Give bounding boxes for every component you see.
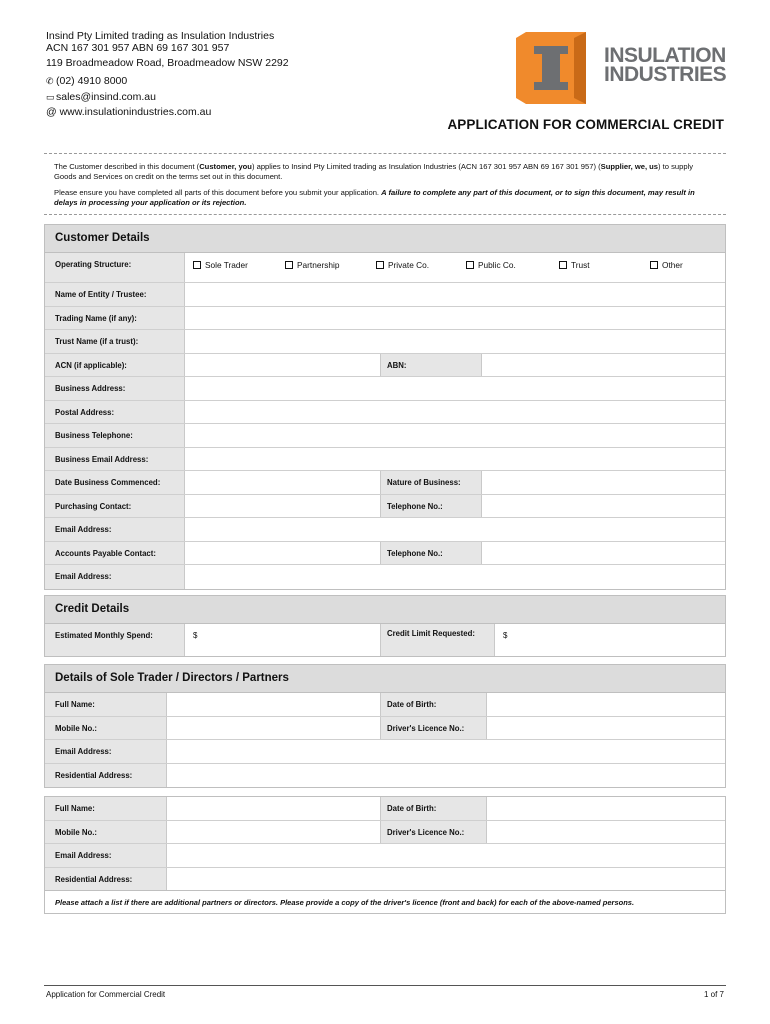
credit-details-section [44,595,726,657]
date-commenced-field[interactable] [185,471,380,494]
page-number: 1 of 7 [703,990,724,999]
checkbox-sole-trader[interactable]: Sole Trader [193,260,248,270]
field-label: Residential Address: [45,868,167,892]
person2-email-row [45,844,725,868]
entity-field[interactable] [185,283,725,306]
footer-divider [44,985,726,986]
field-label: Residential Address: [45,764,167,788]
person1-dob-field[interactable] [487,693,725,716]
section-heading: Customer Details [45,225,725,253]
business-email-field[interactable] [185,448,725,471]
acn-abn-row [45,354,725,378]
checkbox-trust[interactable]: Trust [559,260,590,270]
accounts-payable-row [45,542,725,566]
footer-title: Application for Commercial Credit [46,990,166,999]
person1-mobile-row [45,717,725,741]
person1-full-name-field[interactable] [167,693,380,716]
accounts-payable-email-row [45,565,725,589]
field-label: Accounts Payable Contact: [45,542,185,565]
operating-structure-row [45,253,725,283]
acn-field[interactable] [185,354,380,377]
person2-full-name-field[interactable] [167,797,380,820]
field-label: Email Address: [45,844,167,867]
monthly-spend-field[interactable] [185,624,380,656]
field-label: ABN: [380,354,482,377]
page-title: APPLICATION FOR COMMERCIAL CREDIT [447,117,724,132]
credit-limit-field[interactable] [495,624,725,656]
field-label: Date of Birth: [380,797,487,820]
logo-text-insulation: INSULATION [604,44,726,67]
field-label: Trust Name (if a trust): [45,330,185,353]
section-heading: Credit Details [45,596,725,624]
entity-row [45,283,725,307]
person1-address-row [45,764,725,788]
field-label: Credit Limit Requested: [380,624,495,656]
logo-text-industries: INDUSTRIES [604,63,727,86]
business-email-row [45,448,725,472]
business-telephone-row [45,424,725,448]
field-label: Mobile No.: [45,717,167,740]
person1-licence-field[interactable] [487,717,725,740]
person1-email-row [45,740,725,764]
field-label: Estimated Monthly Spend: [45,624,185,656]
intro-text [44,153,726,215]
field-label: Email Address: [45,518,185,541]
trust-name-field[interactable] [185,330,725,353]
currency-symbol: $ [503,631,508,640]
person2-dob-field[interactable] [487,797,725,820]
company-email: sales@insind.com.au [56,91,156,103]
person1-residential-field[interactable] [167,764,725,788]
field-label: Driver's Licence No.: [380,821,487,844]
trading-name-row [45,307,725,331]
postal-address-field[interactable] [185,401,725,424]
field-label: ACN (if applicable): [45,354,185,377]
commenced-nature-row [45,471,725,495]
field-label: Full Name: [45,797,167,820]
directors-section [44,664,726,788]
business-telephone-field[interactable] [185,424,725,447]
field-label: Telephone No.: [380,495,482,518]
field-label: Email Address: [45,740,167,763]
checkbox-public-co[interactable]: Public Co. [466,260,516,270]
field-label: Business Email Address: [45,448,185,471]
person2-mobile-field[interactable] [167,821,380,844]
credit-row [45,624,725,656]
purchasing-email-field[interactable] [185,518,725,541]
company-phone-line [46,75,127,88]
company-address: 119 Broadmeadow Road, Broadmeadow NSW 2292 [46,57,289,69]
company-phone: (02) 4910 8000 [56,75,128,87]
field-label: Email Address: [45,565,185,589]
field-label: Name of Entity / Trustee: [45,283,185,306]
person1-email-field[interactable] [167,740,725,763]
checkbox-private-co[interactable]: Private Co. [376,260,429,270]
purchasing-contact-field[interactable] [185,495,380,518]
laptop-icon: ▭ [46,92,55,102]
person2-email-field[interactable] [167,844,725,867]
company-website: @ www.insulationindustries.com.au [46,106,212,118]
person1-mobile-field[interactable] [167,717,380,740]
field-label: Trading Name (if any): [45,307,185,330]
attachment-note: Please attach a list if there are additional partners or directors. Please provide a copy of the driver's licence (front and back) for each of the above-named persons. [44,890,726,914]
person2-name-row [45,797,725,821]
checkbox-other[interactable]: Other [650,260,683,270]
person2-residential-field[interactable] [167,868,725,892]
person1-name-row [45,693,725,717]
field-label: Operating Structure: [45,253,185,282]
trust-name-row [45,330,725,354]
nature-of-business-field[interactable] [482,471,725,494]
operating-structure-options [185,253,725,282]
trading-name-field[interactable] [185,307,725,330]
business-address-row [45,377,725,401]
field-label: Nature of Business: [380,471,482,494]
accounts-payable-email-field[interactable] [185,565,725,589]
business-address-field[interactable] [185,377,725,400]
person2-section [44,796,726,892]
person2-mobile-row [45,821,725,845]
accounts-payable-contact-field[interactable] [185,542,380,565]
purchasing-telephone-field[interactable] [482,495,725,518]
field-label: Date of Birth: [380,693,487,716]
field-label: Driver's Licence No.: [380,717,487,740]
accounts-payable-telephone-field[interactable] [482,542,725,565]
person2-address-row [45,868,725,892]
field-label: Business Address: [45,377,185,400]
intro-paragraph-1: The Customer described in this document (Customer, you) applies to Insind Pty Limited trading as Insulation Industries (ACN 167 301 957 ABN 69 167 301 957) (Supplier, we, us) to supply Goods and Services on credit on the terms set out in this document. [54,162,694,181]
purchasing-email-row [45,518,725,542]
field-label: Mobile No.: [45,821,167,844]
field-label: Date Business Commenced: [45,471,185,494]
section-heading: Details of Sole Trader / Directors / Partners [45,665,725,693]
company-acn-abn: ACN 167 301 957 ABN 69 167 301 957 [46,42,230,54]
company-name: Insind Pty Limited trading as Insulation Industries [46,30,275,42]
intro-paragraph-2: Please ensure you have completed all parts of this document before you submit your application. A failure to complete any part of this document, or to sign this document, may result in delays in processing your application or its rejection. [54,188,695,207]
field-label: Postal Address: [45,401,185,424]
abn-field[interactable] [482,354,725,377]
field-label: Purchasing Contact: [45,495,185,518]
person2-licence-field[interactable] [487,821,725,844]
currency-symbol: $ [193,631,198,640]
phone-icon: ✆ [46,76,54,86]
purchasing-contact-row [45,495,725,519]
postal-address-row [45,401,725,425]
company-email-line [46,91,156,104]
field-label: Telephone No.: [380,542,482,565]
field-label: Business Telephone: [45,424,185,447]
field-label: Full Name: [45,693,167,716]
checkbox-partnership[interactable]: Partnership [285,260,339,270]
customer-details-section [44,224,726,590]
